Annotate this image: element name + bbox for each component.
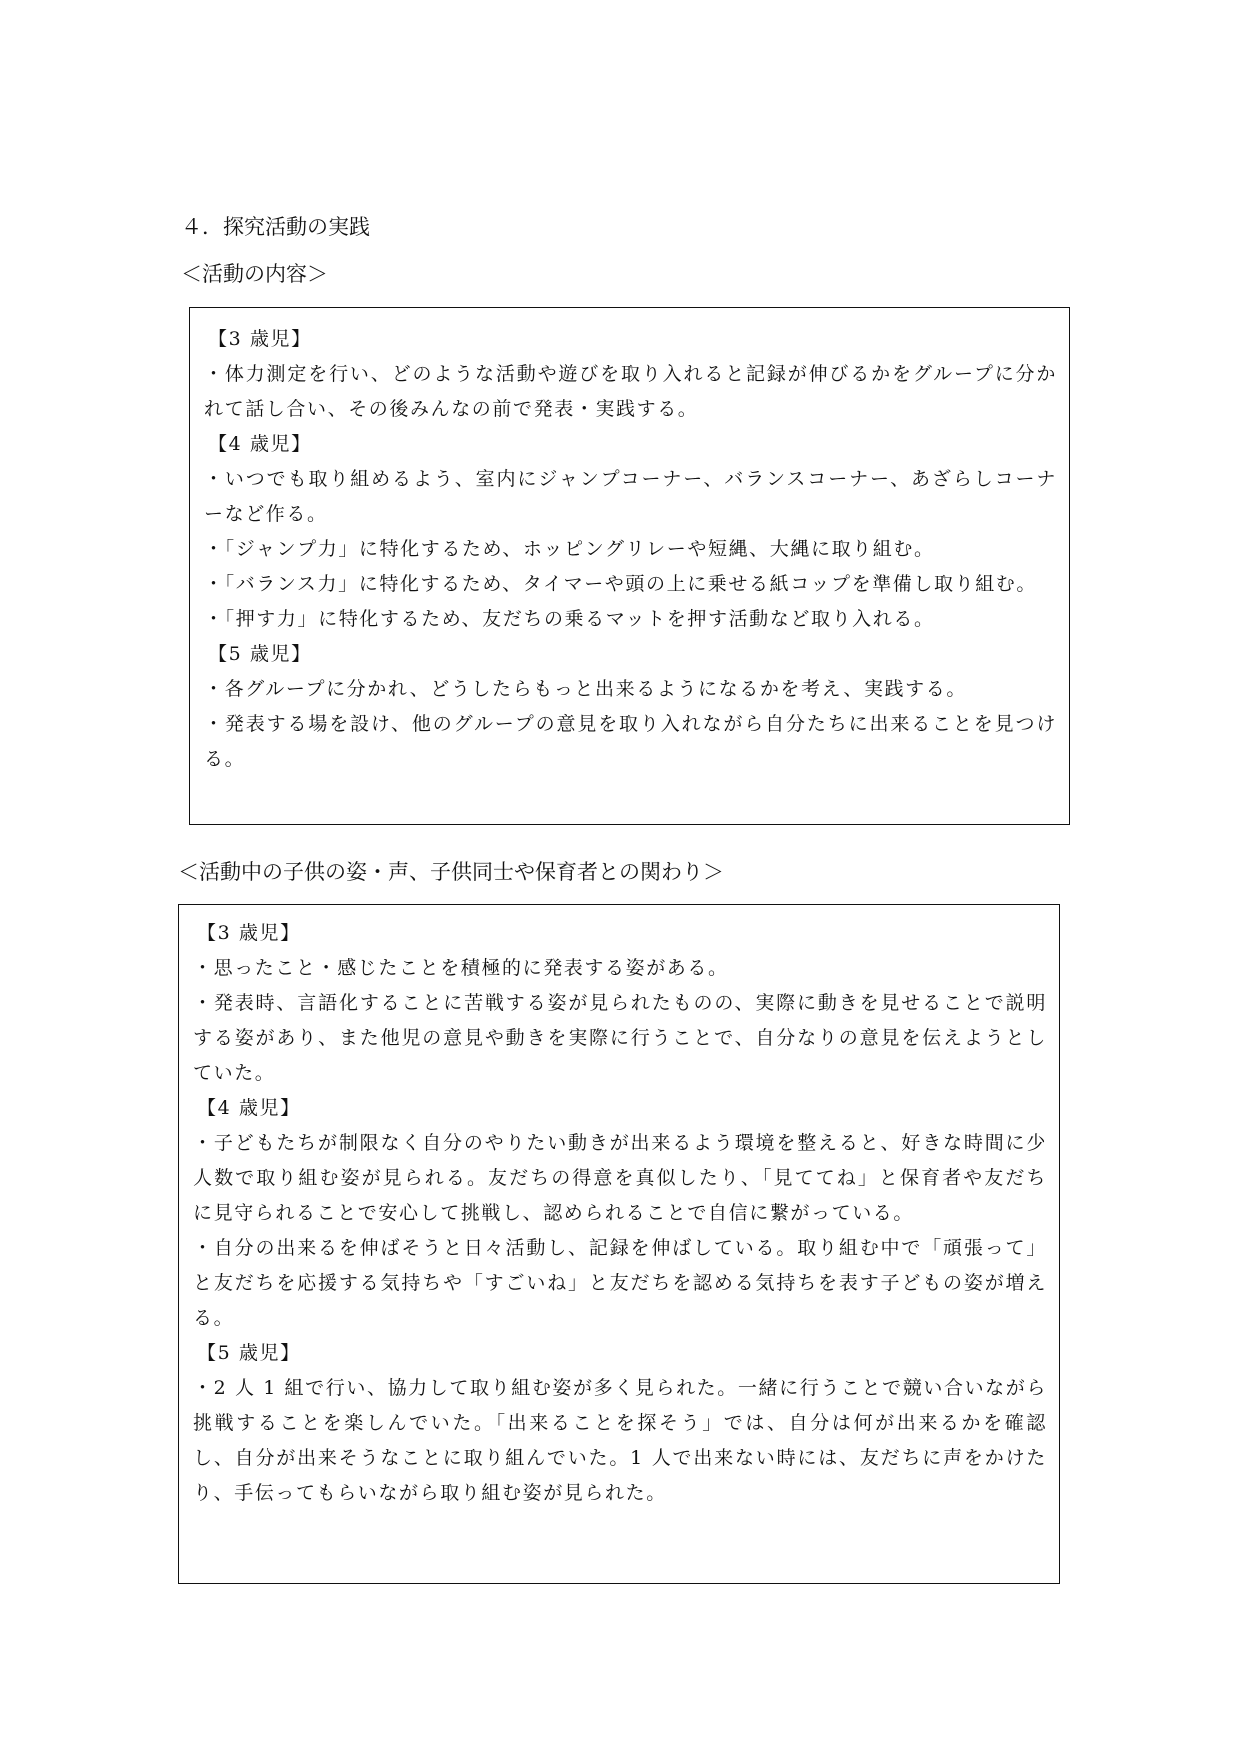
- list-item: ・いつでも取り組めるよう、室内にジャンプコーナー、バランスコーナー、あざらしコーナーなど作る。: [204, 468, 1057, 525]
- age-label-5: 【5 歳児】: [208, 643, 312, 665]
- list-item: ・体力測定を行い、どのような活動や遊びを取り入れると記録が伸びるかをグループに分かれて話し合い、その後みんなの前で発表・実践する。: [204, 363, 1057, 420]
- list-item: ・「ジャンプ力」に特化するため、ホッピングリレーや短縄、大縄に取り組む。: [204, 538, 935, 560]
- list-item: ・「バランス力」に特化するため、タイマーや頭の上に乗せる紙コップを準備し取り組む。: [204, 573, 1038, 595]
- activity-content-box: [189, 307, 1070, 825]
- age-label-3: 【3 歳児】: [208, 328, 312, 350]
- age-label-4: 【4 歳児】: [197, 1097, 301, 1119]
- list-item: ・2 人 1 組で行い、協力して取り組む姿が多く見られた。一緒に行うことで競い合いながら挑戦することを楽しんでいた。「出来ることを探そう」では、自分は何が出来るかを確認し、自分が出来そうなことに取り組んでいた。1 人で出来ない時には、友だちに声をかけたり、手伝ってもらいながら取り組む姿が見られた。: [193, 1377, 1047, 1504]
- list-item: ・発表時、言語化することに苦戦する姿が見られたものの、実際に動きを見せることで説明する姿があり、また他児の意見や動きを実際に行うことで、自分なりの意見を伝えようとしていた。: [193, 992, 1047, 1084]
- list-item: ・自分の出来るを伸ばそうと日々活動し、記録を伸ばしている。取り組む中で「頑張って」と友だちを応援する気持ちや「すごいね」と友だちを認める気持ちを表す子どもの姿が増える。: [193, 1237, 1047, 1329]
- age-label-3: 【3 歳児】: [197, 922, 301, 944]
- section-title: ４．探究活動の実践: [181, 215, 370, 239]
- list-item: ・各グループに分かれ、どうしたらもっと出来るようになるかを考え、実践する。: [204, 678, 967, 700]
- age-label-5: 【5 歳児】: [197, 1342, 301, 1364]
- observations-heading: ＜活動中の子供の姿・声、子供同士や保育者との関わり＞: [178, 860, 724, 884]
- age-label-4: 【4 歳児】: [208, 433, 312, 455]
- activity-content-heading: ＜活動の内容＞: [181, 262, 328, 286]
- observations-box: [178, 904, 1060, 1584]
- list-item: ・思ったこと・感じたことを積極的に発表する姿がある。: [193, 957, 729, 979]
- list-item: ・子どもたちが制限なく自分のやりたい動きが出来るよう環境を整えると、好きな時間に少人数で取り組む姿が見られる。友だちの得意を真似したり、「見ててね」と保育者や友だちに見守られることで安心して挑戦し、認められることで自信に繋がっている。: [193, 1132, 1047, 1224]
- list-item: ・「押す力」に特化するため、友だちの乗るマットを押す活動など取り入れる。: [204, 608, 935, 630]
- list-item: ・発表する場を設け、他のグループの意見を取り入れながら自分たちに出来ることを見つける。: [204, 713, 1057, 770]
